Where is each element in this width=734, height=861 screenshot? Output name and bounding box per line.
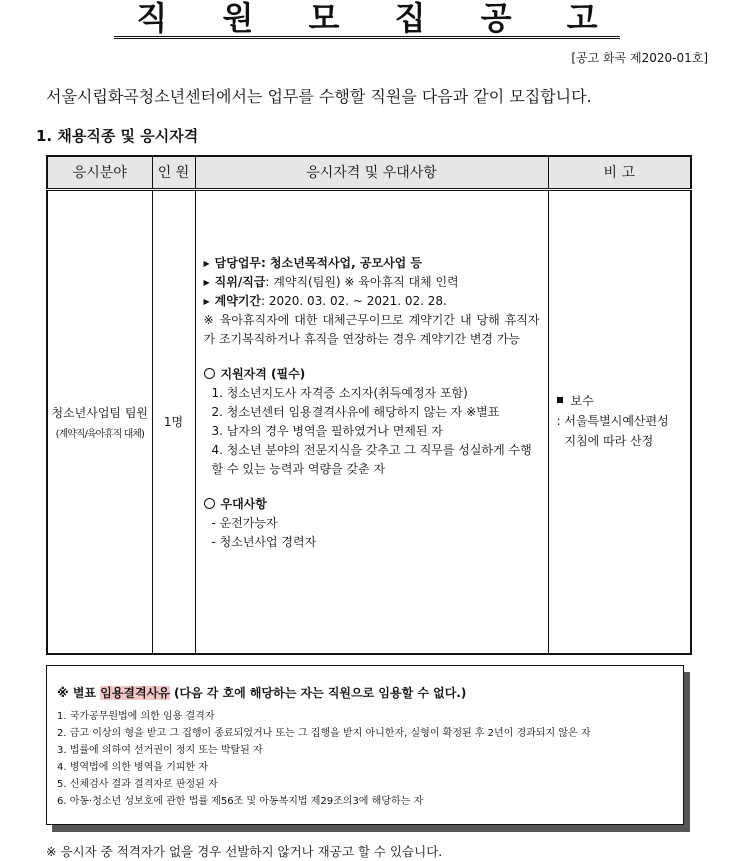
field-sub: (계약직/육아휴직 대체) [55, 428, 144, 440]
duty-label: 담당업무: [214, 255, 266, 270]
pref-item: - 운전가능자 [211, 515, 278, 530]
note-line2: 지침에 따라 산정 [564, 433, 654, 448]
qual-item: 2. 청소년센터 임용결격사유에 해당하지 않는 자 ※별표 [211, 404, 500, 419]
list-item: 2. 금고 이상의 형을 받고 그 집행이 종료되었거나 또는 그 집행을 받지 아니한자, 실형이 확정된 후 2년이 경과되지 않은 자 [57, 728, 591, 739]
triangle-icon: ▶ [203, 296, 210, 306]
recruitment-table [46, 155, 692, 655]
header-qualifications: 응시자격 및 우대사항 [195, 156, 548, 189]
list-item: 1. 국가공무원법에 의한 임용 결격자 [57, 711, 215, 722]
table-row [47, 189, 691, 654]
header-note: 비 고 [548, 156, 691, 189]
triangle-icon: ▶ [203, 258, 210, 268]
qual-heading-text: 지원자격 (필수) [220, 366, 306, 381]
note-line1: : 서울특별시예산편성 [556, 413, 669, 428]
appendix-highlight: 임용결격사유 [100, 686, 170, 700]
field-cell [47, 189, 152, 654]
triangle-icon: ▶ [203, 277, 210, 287]
header-count: 인 원 [152, 156, 195, 189]
list-item: 4. 병역법에 의한 병역을 기피한 자 [57, 762, 209, 773]
list-item: 6. 아동·청소년 성보호에 관한 법률 제56조 및 아동복지법 제29조의3에 해당하는 자 [57, 796, 424, 807]
note-label-line [557, 391, 685, 411]
period-note: ※ 육아휴직자에 대한 대체근무이므로 계약기간 내 당해 휴직자가 조기복직하거나 휴직을 연장하는 경우 계약기간 변경 가능 [203, 312, 540, 346]
pref-heading [204, 495, 540, 514]
period-value: : 2020. 03. 02. ~ 2021. 02. 28. [261, 293, 447, 308]
note-label: 보수 [570, 393, 594, 408]
notice-number: [공고 화곡 제2020-01호] [571, 51, 708, 65]
table-header-row [47, 156, 691, 189]
field-main: 청소년사업팀 팀원 [51, 405, 149, 420]
qual-item: 1. 청소년지도사 자격증 소지자(취득예정자 포함) [211, 385, 468, 400]
appendix-list [57, 708, 673, 810]
appendix-box [46, 665, 684, 825]
section-title: 1. 채용직종 및 응시자격 [36, 127, 199, 145]
period-label: 계약기간 [214, 293, 262, 308]
qualifications-cell [195, 189, 548, 654]
duty-line [204, 254, 540, 273]
list-item: 3. 법률에 의하여 선거권이 정지 또는 박탈된 자 [57, 745, 263, 756]
qual-item: 4. 청소년 분야의 전문지식을 갖추고 그 직무를 성실하게 수행할 수 있는 능력과 역량을 갖춘 자 [211, 442, 532, 476]
square-bullet-icon [557, 397, 563, 403]
page-title-wrap [0, 0, 734, 39]
appendix-heading [57, 684, 673, 701]
position-label: 직위/직급 [214, 274, 266, 289]
position-value: : 계약직(팀원) ※ 육아휴직 대체 인력 [265, 274, 459, 289]
qual-item: 3. 남자의 경우 병역을 필하였거나 면제된 자 [211, 423, 443, 438]
qual-heading [204, 365, 540, 384]
circle-icon [204, 368, 215, 379]
intro-text: 서울시립화곡청소년센터에서는 업무를 수행할 직원을 다음과 같이 모집합니다. [46, 87, 592, 106]
appendix-prefix: ※ 별표 [57, 686, 101, 700]
bottom-note: ※ 응시자 중 적격자가 없을 경우 선발하지 않거나 재공고 할 수 있습니다. [46, 844, 443, 859]
header-field: 응시분야 [47, 156, 152, 189]
period-line [204, 292, 540, 311]
pref-heading-text: 우대사항 [220, 496, 267, 511]
page-title: 직 원 모 집 공 고 [114, 0, 619, 39]
pref-item: - 청소년사업 경력자 [211, 534, 317, 549]
count-cell: 1명 [152, 189, 195, 654]
appendix-suffix: (다음 각 호에 해당하는 자는 직원으로 임용할 수 없다.) [169, 686, 467, 700]
note-cell [548, 189, 691, 654]
position-line [204, 273, 540, 292]
duty-value: 청소년목적사업, 공모사업 등 [265, 255, 423, 270]
circle-icon [204, 498, 215, 509]
list-item: 5. 신체검사 결과 결격자로 판정된 자 [57, 779, 218, 790]
